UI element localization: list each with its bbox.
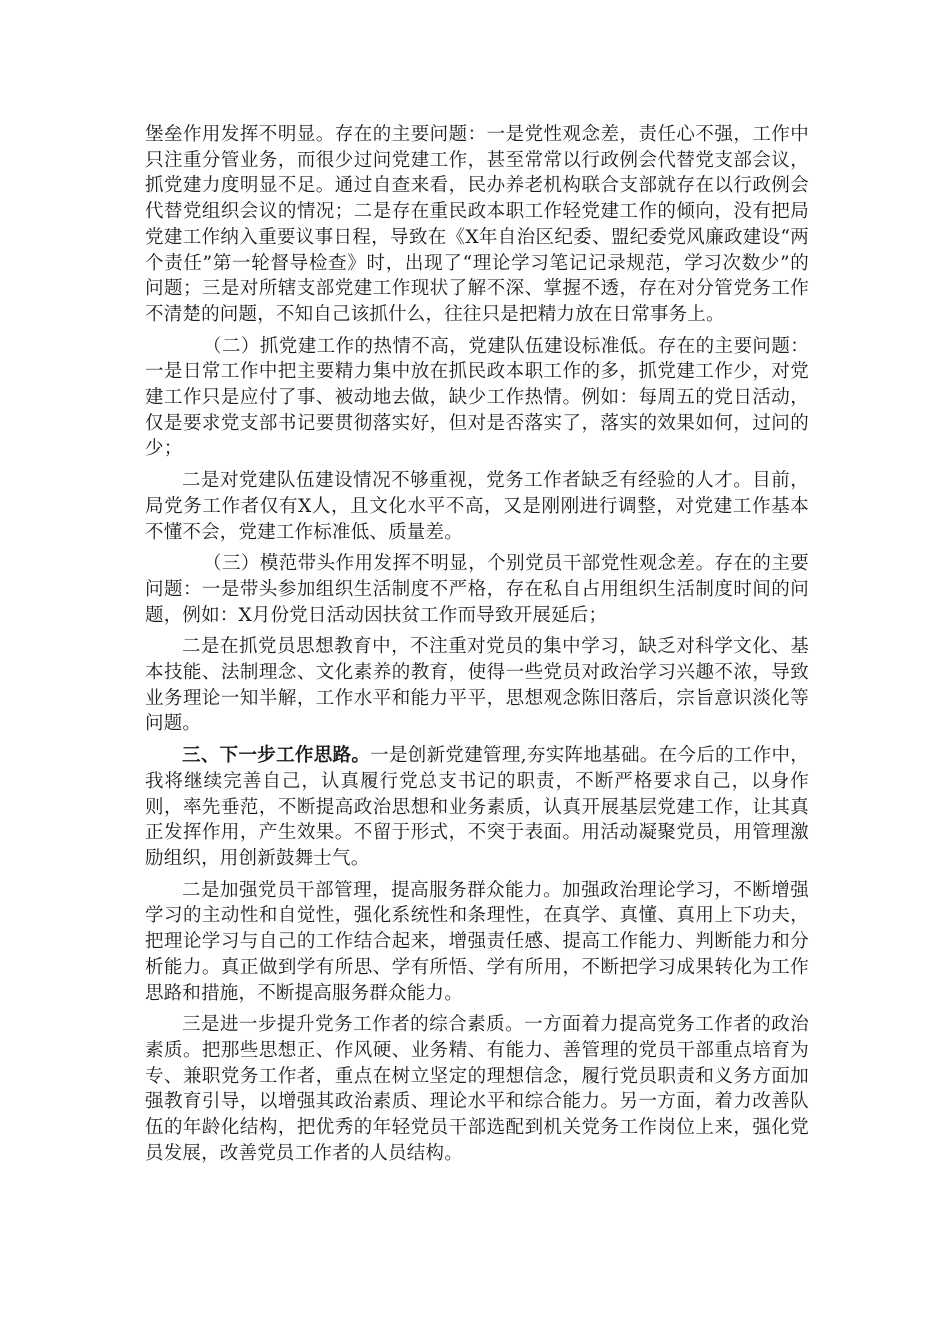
paragraph-1: 堡垒作用发挥不明显。存在的主要问题：一是党性观念差，责任心不强，工作中只注重分管业务，而很少过问党建工作，甚至常常以行政例会代替党支部会议，抓党建力度明显不足。通过自查来看，民办养老机构联合支部就存在以行政例会代替党组织会议的情况；二是存在重民政本职工作轻党建工作的倾向，没有把局党建工作纳入重要议事日程，导致在《X年自治区纪委、盟纪委党风廉政建设“两个责任”第一轮督导检查》时，出现了“理论学习笔记记录规范，学习次数少”的问题；三是对所辖支部党建工作现状了解不深、掌握不透，存在对分管党务工作不清楚的问题，不知自己该抓什么，往往只是把精力放在日常事务上。 — [145, 124, 809, 325]
paragraph-2: （二）抓党建工作的热情不高，党建队伍建设标准低。存在的主要问题：一是日常工作中把主要精力集中放在抓民政本职工作的多，抓党建工作少，对党建工作只是应付了事、被动地去做，缺少工作热情。例如：每周五的党日活动，仅是要求党支部书记要贯彻落实好，但对是否落实了，落实的效果如何，过问的少； — [145, 335, 809, 460]
paragraph-6-text: 一是创新党建管理,夯实阵地基础。在今后的工作中，我将继续完善自己，认真履行党总支书记的职责，不断严格要求自己，以身作则，率先垂范，不断提高政治思想和业务素质，认真开展基层党建工作，让其真正发挥作用，产生效果。不留于形式，不突于表面。用活动凝聚党员，用管理激励组织，用创新鼓舞士气。 — [145, 745, 809, 869]
paragraph-6 — [145, 743, 809, 872]
paragraph-4: （三）模范带头作用发挥不明显，个别党员干部党性观念差。存在的主要问题：一是带头参加组织生活制度不严格，存在私自占用组织生活制度时间的问题，例如：X月份党日活动因扶贫工作而导致开展延后； — [145, 553, 809, 626]
section-heading: 三、下一步工作思路。 — [182, 745, 371, 767]
paragraph-5: 二是在抓党员思想教育中，不注重对党员的集中学习，缺乏对科学文化、基本技能、法制理念、文化素养的教育，使得一些党员对政治学习兴趣不浓，导致业务理论一知半解，工作水平和能力平平，思想观念陈旧落后，宗旨意识淡化等问题。 — [145, 636, 809, 735]
paragraph-7: 二是加强党员干部管理，提高服务群众能力。加强政治理论学习，不断增强学习的主动性和自觉性，强化系统性和条理性，在真学、真懂、真用上下功夫，把理论学习与自己的工作结合起来，增强责任感、提高工作能力、判断能力和分析能力。真正做到学有所思、学有所悟、学有所用，不断把学习成果转化为工作思路和措施，不断提高服务群众能力。 — [145, 879, 809, 1004]
paragraph-3: 二是对党建队伍建设情况不够重视，党务工作者缺乏有经验的人才。目前，局党务工作者仅有X人，且文化水平不高，又是刚刚进行调整，对党建工作基本不懂不会，党建工作标准低、质量差。 — [145, 470, 809, 543]
paragraph-8: 三是进一步提升党务工作者的综合素质。一方面着力提高党务工作者的政治素质。把那些思想正、作风硬、业务精、有能力、善管理的党员干部重点培育为专、兼职党务工作者，重点在树立坚定的理想信念，履行党员职责和义务方面加强教育引导，以增强其政治素质、理论水平和综合能力。另一方面，着力改善队伍的年龄化结构，把优秀的年轻党员干部选配到机关党务工作岗位上来，强化党员发展，改善党员工作者的人员结构。 — [145, 1014, 809, 1164]
document-body — [145, 122, 809, 1172]
